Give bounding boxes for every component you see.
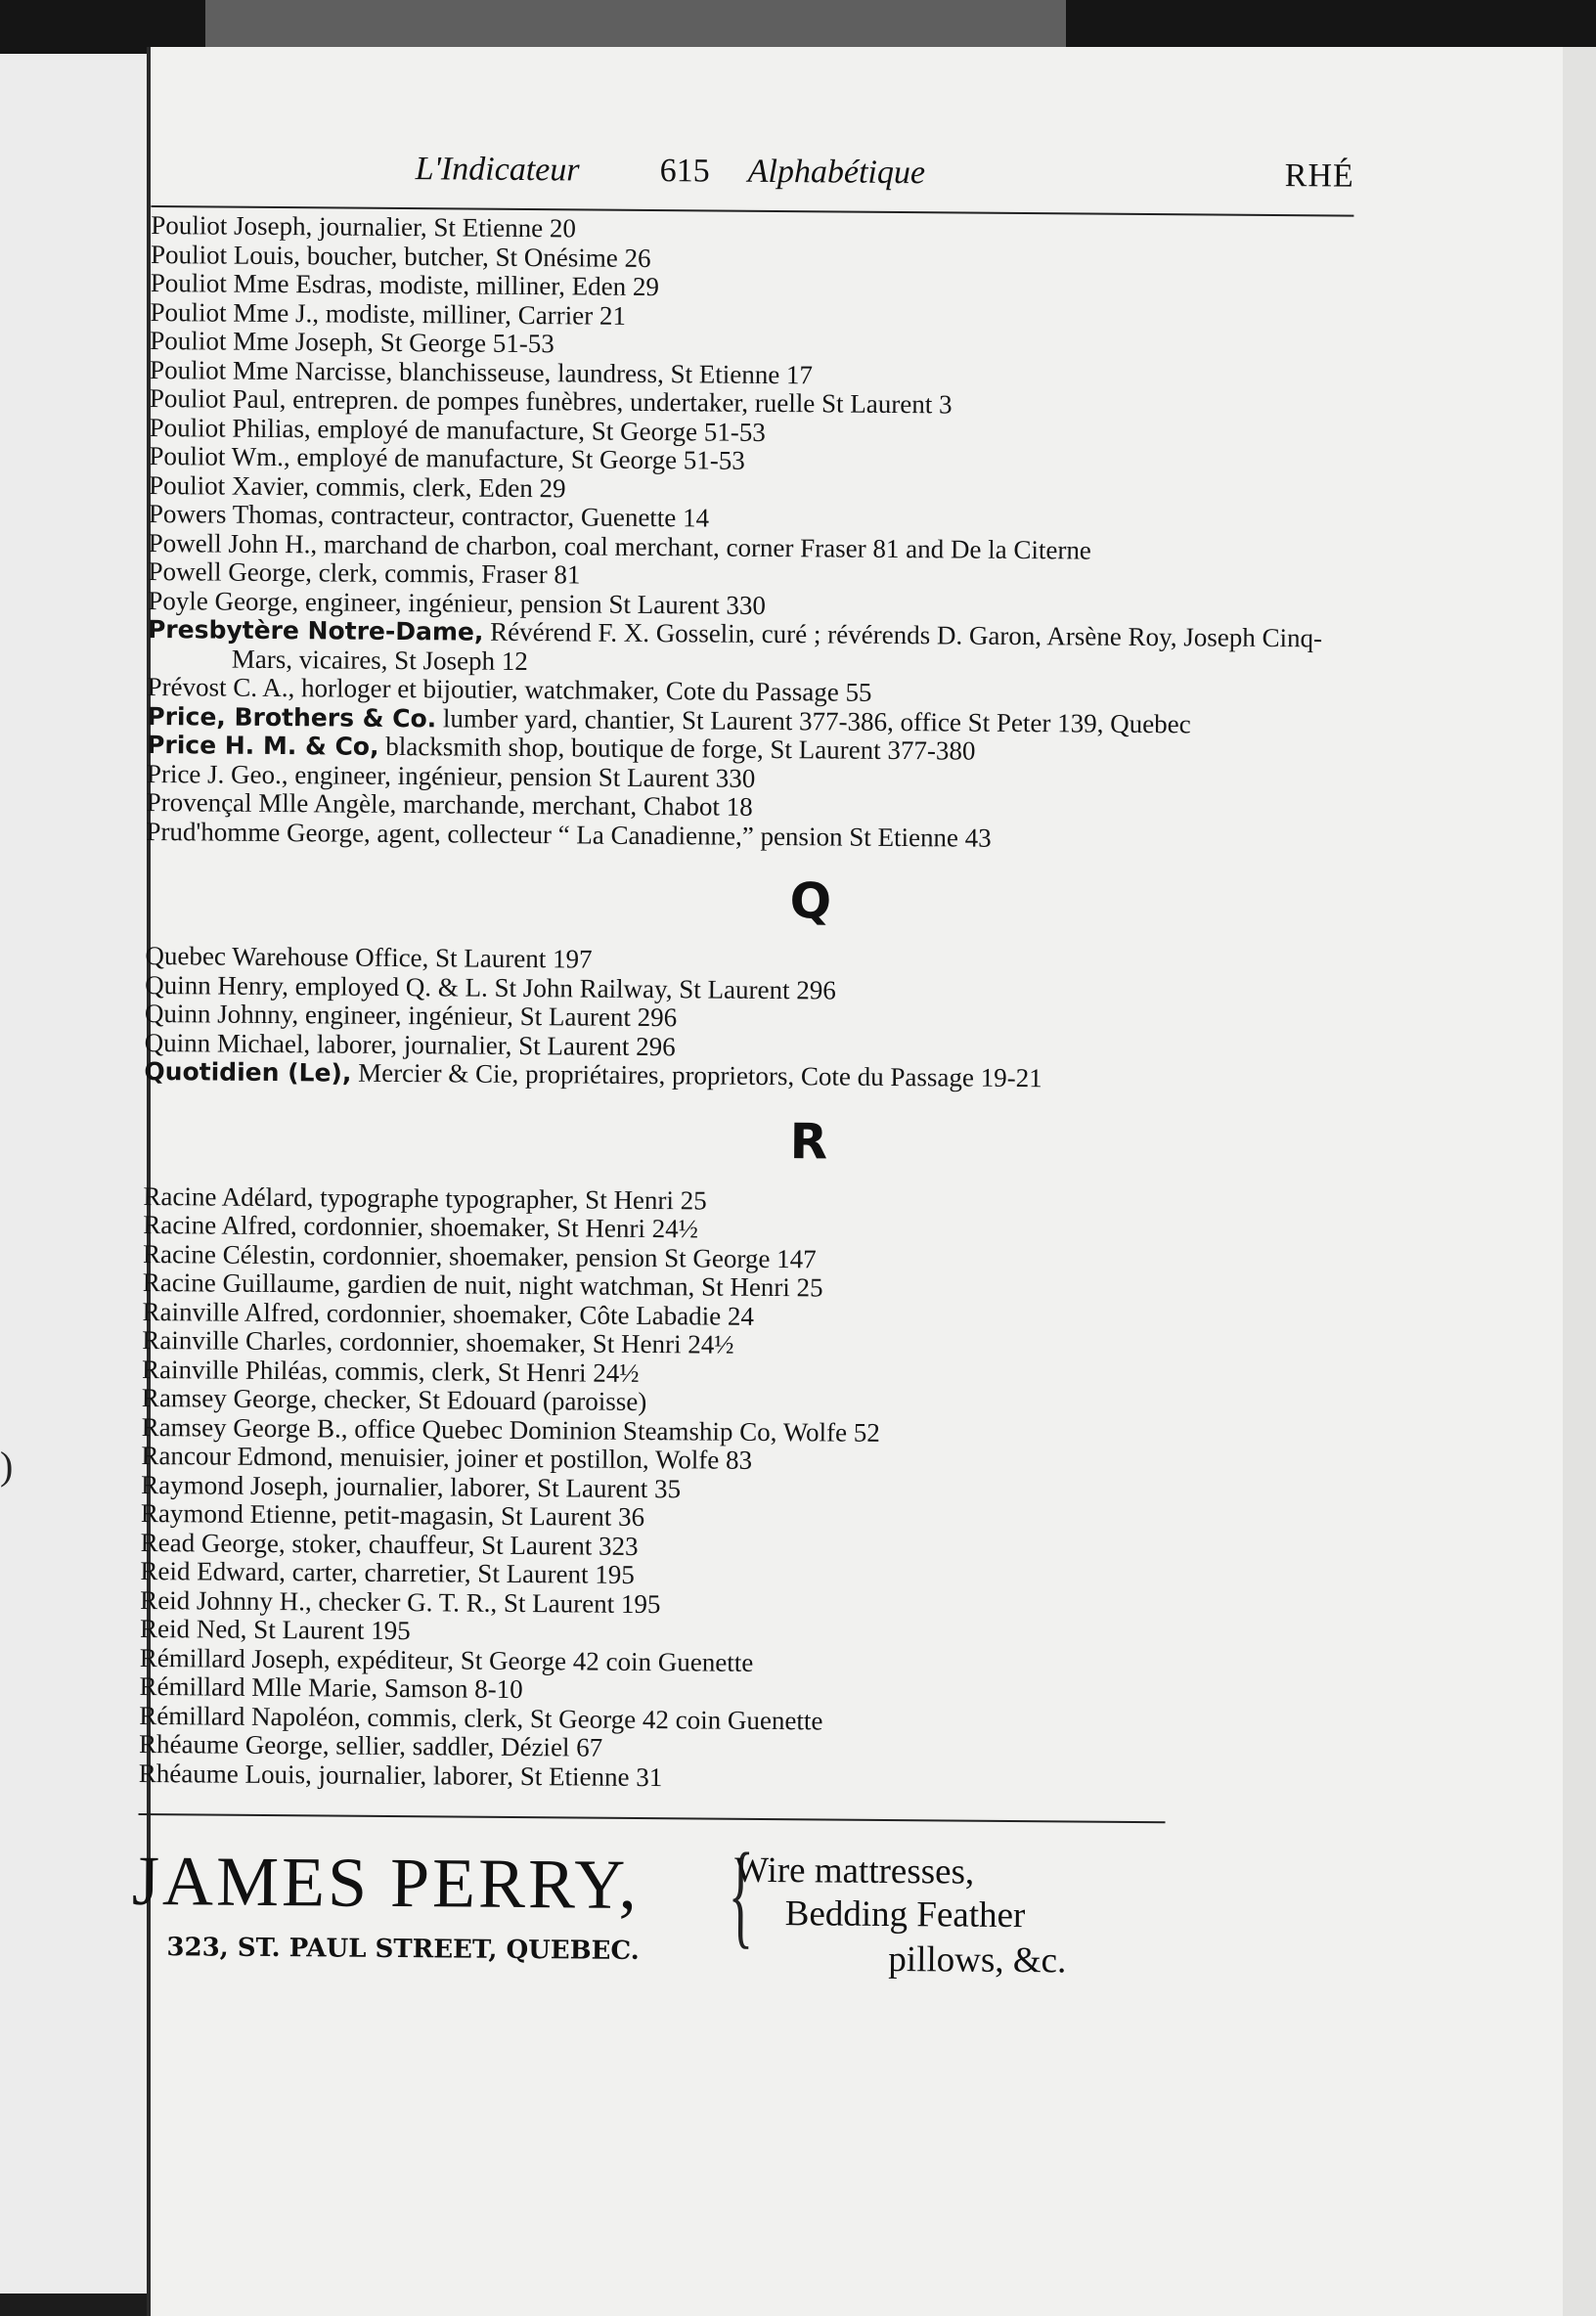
directory-entry: Reid Johnny H., checker G. T. R., St Laurent 195 — [140, 1584, 661, 1619]
directory-entry: Reid Edward, carter, charretier, St Laurent 195 — [140, 1555, 635, 1589]
page-content — [131, 137, 1354, 2004]
directory-entry: Pouliot Xavier, commis, clerk, Eden 29 — [149, 469, 566, 503]
ad-line-2: Bedding Feather — [784, 1893, 1026, 1937]
advertiser-name: JAMES PERRY, — [131, 1841, 641, 1924]
entry-details: Mercier & Cie, propriétaires, proprietors, Cote du Passage 19-21 — [351, 1057, 1042, 1093]
directory-entry: Powell George, clerk, commis, Fraser 81 — [148, 556, 581, 590]
directory-entry: Pouliot Mme Joseph, St George 51-53 — [150, 325, 554, 359]
directory-entry: Raymond Joseph, journalier, laborer, St Laurent 35 — [141, 1469, 682, 1503]
brace-divider: { — [728, 1828, 755, 1959]
directory-entry: Pouliot Joseph, journalier, St Etienne 20 — [151, 209, 577, 244]
section-letter-r: R — [789, 1112, 828, 1170]
directory-entry: Racine Guillaume, gardien de nuit, night watchman, St Henri 25 — [142, 1267, 823, 1303]
left-page-edge — [0, 54, 152, 2294]
directory-entry: Reid Ned, St Laurent 195 — [139, 1613, 411, 1646]
directory-entry: Quinn Johnny, engineer, ingénieur, St Laurent 296 — [144, 998, 678, 1033]
page-number: 615 — [659, 153, 710, 190]
directory-entry: Rancour Edmond, menuisier, joiner et postillon, Wolfe 83 — [141, 1440, 753, 1475]
entry-details: lumber yard, chantier, St Laurent 377-386, office St Peter 139, Quebec — [436, 702, 1191, 738]
directory-entry: Pouliot Wm., employé de manufacture, St George 51-53 — [149, 440, 745, 475]
directory-entry: Rainville Charles, cordonnier, shoemaker, St Henri 24½ — [142, 1324, 734, 1359]
directory-entry: Ramsey George B., office Quebec Dominion Steamship Co, Wolfe 52 — [141, 1411, 880, 1448]
directory-entry: Quinn Michael, laborer, journalier, St Laurent 296 — [144, 1027, 676, 1061]
running-key: RHÉ — [1284, 157, 1354, 195]
directory-entry: Pouliot Louis, boucher, butcher, St Onésime 26 — [150, 239, 651, 273]
directory-entry: Racine Célestin, cordonnier, shoemaker, pension St George 147 — [142, 1238, 817, 1273]
directory-entry: Pouliot Paul, entrepren. de pompes funèbres, undertaker, ruelle St Laurent 3 — [149, 382, 953, 420]
directory-entry: Provençal Mlle Angèle, marchande, merchant, Chabot 18 — [146, 786, 753, 822]
entry-bold-name: Quotidien (Le), — [144, 1056, 352, 1088]
entries-section-r — [139, 1181, 1347, 1797]
header-subtitle: Alphabétique — [747, 153, 926, 192]
section-letter-q: Q — [789, 872, 832, 930]
directory-entry: Powers Thomas, contracteur, contractor, Guenette 14 — [148, 498, 710, 533]
entry-bold-name: Presbytère Notre-Dame, — [147, 614, 484, 646]
directory-entry: Poyle George, engineer, ingénieur, pension St Laurent 330 — [148, 585, 767, 620]
entry-details: Révérend F. X. Gosselin, curé ; révérends D. Garon, Arsène Roy, Joseph Cinq-Mars, vicaires, St Joseph 12 — [231, 616, 1323, 676]
directory-entry: Rémillard Joseph, expéditeur, St George 42 coin Guenette — [139, 1642, 754, 1677]
directory-entry: Rémillard Napoléon, commis, clerk, St George 42 coin Guenette — [139, 1700, 823, 1735]
page-right-edge — [1563, 47, 1596, 2316]
directory-entry: Pouliot Mme Esdras, modiste, milliner, Eden 29 — [150, 267, 660, 302]
directory-entry: Rémillard Mlle Marie, Samson 8-10 — [139, 1670, 523, 1705]
advertiser-address: 323, ST. PAUL STREET, QUEBEC. — [166, 1933, 640, 1966]
directory-entry: Quinn Henry, employed Q. & L. St John Railway, St Laurent 296 — [145, 969, 836, 1005]
advertisement — [131, 1823, 1341, 2004]
page-top-tab — [205, 0, 1066, 51]
directory-entry: Rainville Alfred, cordonnier, shoemaker, Côte Labadie 24 — [142, 1296, 755, 1331]
entries-section-p — [146, 211, 1353, 856]
directory-entry: Prud'homme George, agent, collecteur “ La Canadienne,” pension St Etienne 43 — [146, 816, 992, 853]
directory-entry: Quebec Warehouse Office, St Laurent 197 — [145, 940, 593, 974]
directory-entry: Prévost C. A., horloger et bijoutier, watchmaker, Cote du Passage 55 — [147, 671, 872, 707]
left-page-mark: ) — [0, 1444, 14, 1488]
ad-line-3: pillows, &c. — [888, 1938, 1067, 1982]
directory-entry: Rhéaume Louis, journalier, laborer, St Etienne 31 — [138, 1758, 663, 1792]
header-title: L'Indicateur — [415, 151, 580, 189]
advertisement-rule — [139, 1813, 1166, 1823]
directory-entry: Pouliot Philias, employé de manufacture, St George 51-53 — [149, 412, 766, 447]
entry-details: blacksmith shop, boutique de forge, St Laurent 377-380 — [378, 731, 976, 766]
directory-entry-presbytere — [148, 615, 1351, 683]
directory-entry: Pouliot Mme Narcisse, blanchisseuse, laundress, St Etienne 17 — [150, 354, 814, 389]
directory-entry: Read George, stoker, chauffeur, St Laurent 323 — [140, 1527, 639, 1561]
directory-entry: Racine Alfred, cordonnier, shoemaker, St Henri 24½ — [143, 1209, 699, 1244]
entry-bold-name: Price H. M. & Co, — [147, 730, 379, 761]
running-header — [151, 137, 1354, 217]
directory-entry: Powell John H., marchand de charbon, coal merchant, corner Fraser 81 and De la Citerne — [148, 527, 1091, 565]
directory-entry: Rhéaume George, sellier, saddler, Déziel 67 — [138, 1728, 603, 1762]
directory-entry: Price J. Geo., engineer, ingénieur, pension St Laurent 330 — [146, 758, 756, 793]
directory-entry: Rainville Philéas, commis, clerk, St Henri 24½ — [141, 1354, 640, 1388]
directory-entry: Ramsey George, checker, St Edouard (paroisse) — [141, 1382, 647, 1417]
entry-bold-name: Price, Brothers & Co. — [147, 701, 437, 733]
directory-entry: Racine Adélard, typographe typographer, St Henri 25 — [143, 1180, 707, 1215]
directory-entry: Pouliot Mme J., modiste, milliner, Carrier 21 — [150, 296, 627, 331]
ad-line-1: Wire mattresses, — [733, 1849, 975, 1893]
directory-entry: Raymond Etienne, petit-magasin, St Laurent 36 — [140, 1497, 645, 1533]
entries-section-q — [144, 942, 1348, 1095]
